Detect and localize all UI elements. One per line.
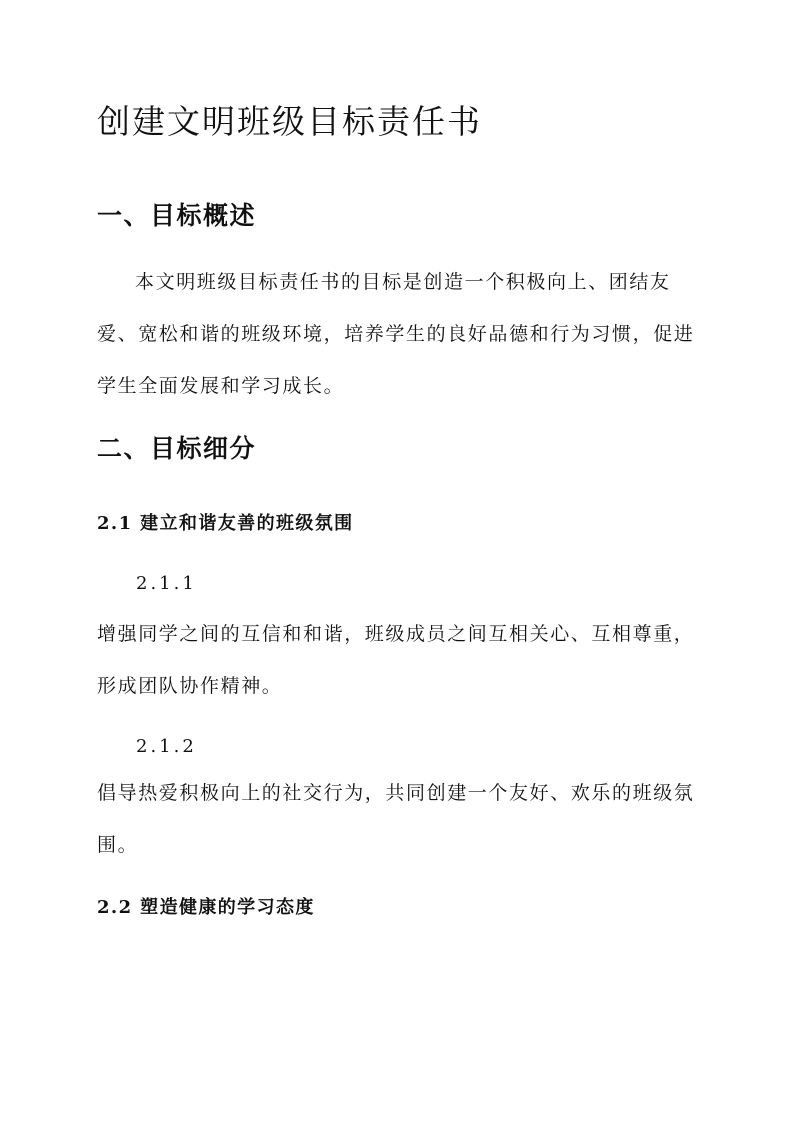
item-text-2-1-1: 增强同学之间的互信和和谐，班级成员之间互相关心、互相尊重，形成团队协作精神。	[97, 623, 695, 697]
section-heading-breakdown: 二、目标细分	[97, 434, 257, 463]
item-number-2-1-1: 2.1.1	[136, 573, 197, 594]
subsection-heading-2-2: 2.2 塑造健康的学习态度	[97, 897, 315, 918]
document-title: 创建文明班级目标责任书	[97, 102, 482, 141]
subsection-heading-2-1: 2.1 建立和谐友善的班级氛围	[97, 513, 354, 534]
item-text-2-1-2: 倡导热爱积极向上的社交行为，共同创建一个友好、欢乐的班级氛围。	[97, 782, 695, 856]
section-heading-overview: 一、目标概述	[97, 201, 257, 230]
overview-paragraph: 本文明班级目标责任书的目标是创造一个积极向上、团结友爱、宽松和谐的班级环境，培养学生的良好品德和行为习惯，促进学生全面发展和学习成长。	[97, 271, 695, 397]
item-number-2-1-2: 2.1.2	[136, 736, 197, 757]
